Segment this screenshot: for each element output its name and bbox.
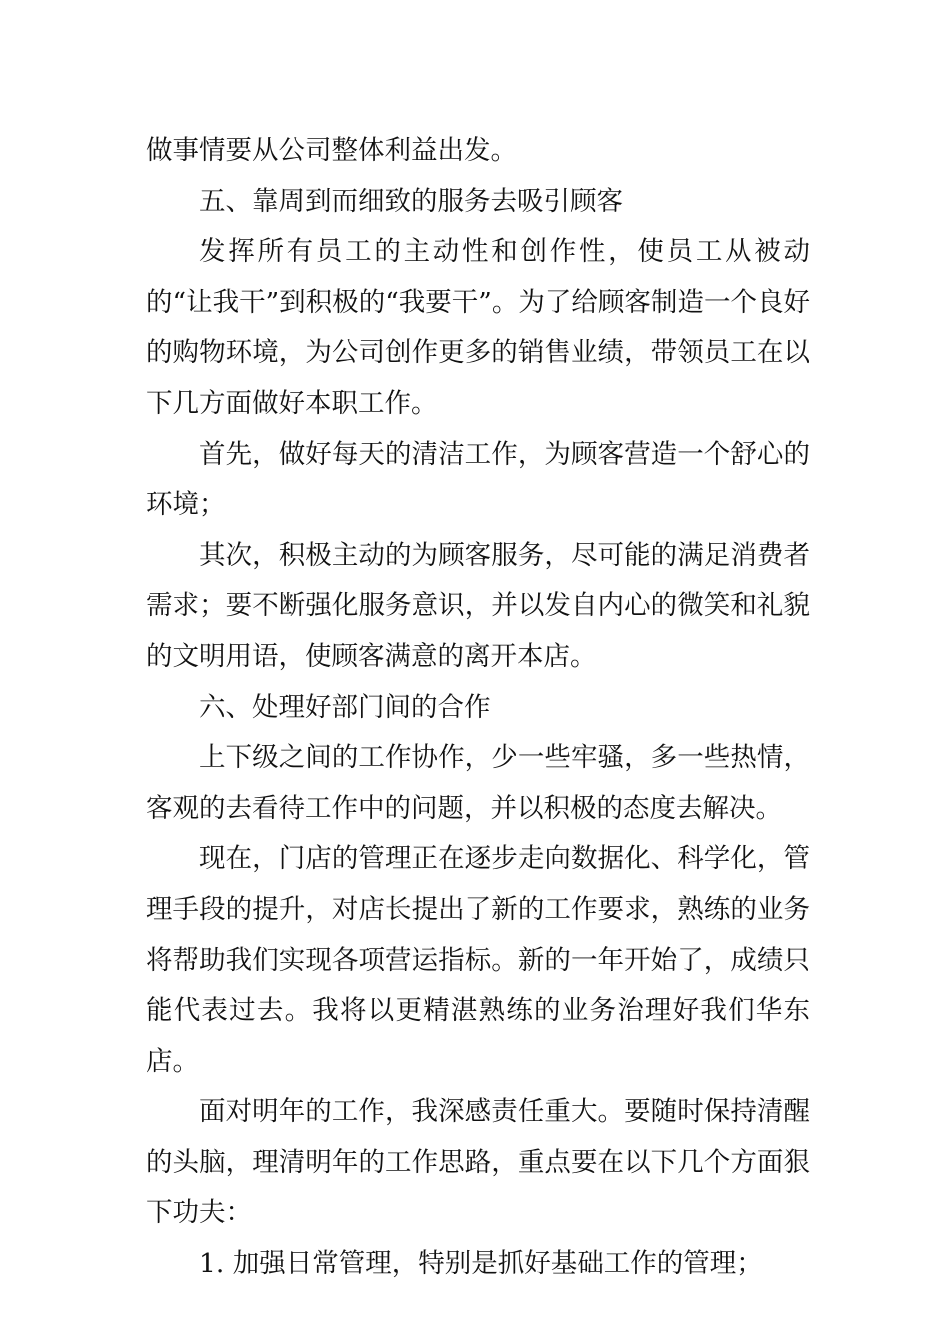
paragraph-continuation: 做事情要从公司整体利益出发。 bbox=[146, 135, 517, 166]
paragraph-staff-initiative: 发挥所有员工的主动性和创作性，使员工从被动的“让我干”到积极的“我要干”。为了给顾客制造一个良好的购物环境，为公司创作更多的销售业绩，带领员工在以下几方面做好本职工作。 bbox=[146, 236, 810, 419]
paragraph-management-progress: 现在，门店的管理正在逐步走向数据化、科学化，管理手段的提升，对店长提出了新的工作要求，熟练的业务将帮助我们实现各项营运指标。新的一年开始了，成绩只能代表过去。我将以更精湛熟练的业务治理好我们华东店。 bbox=[146, 843, 810, 1077]
section-heading-six: 六、处理好部门间的合作 bbox=[199, 691, 491, 723]
list-item-one: 1. 加强日常管理，特别是抓好基础工作的管理； bbox=[199, 1248, 763, 1280]
paragraph-next-year: 面对明年的工作，我深感责任重大。要随时保持清醒的头脑，理清明年的工作思路，重点要在以下几个方面狠下功夫： bbox=[146, 1096, 810, 1229]
document-body bbox=[146, 126, 810, 1290]
paragraph-second-service: 其次，积极主动的为顾客服务，尽可能的满足消费者需求；要不断强化服务意识，并以发自内心的微笑和礼貌的文明用语，使顾客满意的离开本店。 bbox=[146, 539, 810, 672]
paragraph-cooperation: 上下级之间的工作协作，少一些牢骚，多一些热情，客观的去看待工作中的问题，并以积极的态度去解决。 bbox=[146, 742, 810, 824]
section-heading-five: 五、靠周到而细致的服务去吸引顾客 bbox=[199, 185, 623, 217]
paragraph-first-cleaning: 首先，做好每天的清洁工作，为顾客营造一个舒心的环境； bbox=[146, 438, 810, 521]
